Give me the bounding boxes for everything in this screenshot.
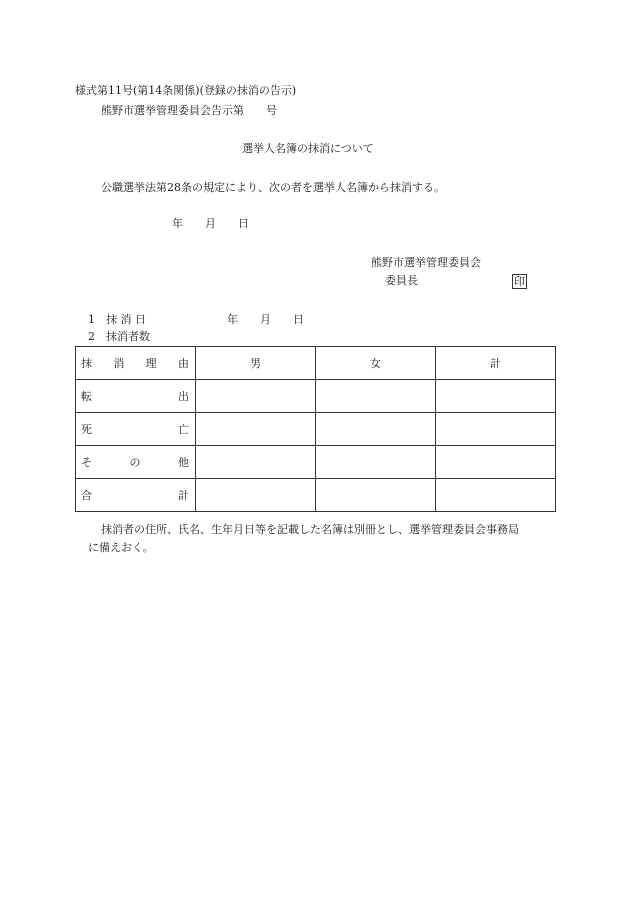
item2-number: 2 xyxy=(88,330,95,343)
cell-female xyxy=(316,446,436,479)
row-label-char: の xyxy=(129,456,141,469)
cell-total xyxy=(436,479,556,512)
cell-female xyxy=(316,479,436,512)
issuer-org: 熊野市選挙管理委員会 xyxy=(371,256,481,269)
table-row xyxy=(76,446,556,479)
removal-count-table xyxy=(75,346,556,512)
cell-female xyxy=(316,413,436,446)
cell-male xyxy=(196,446,316,479)
row-label xyxy=(76,446,196,479)
table-row xyxy=(76,479,556,512)
item1-number: 1 xyxy=(88,313,95,326)
header-female: 女 xyxy=(316,347,436,380)
row-label-char: 合 xyxy=(81,489,92,502)
seal-mark: 印 xyxy=(514,275,525,288)
row-label xyxy=(76,380,196,413)
row-label xyxy=(76,479,196,512)
header-reason-char: 消 xyxy=(113,357,125,370)
row-label-char: そ xyxy=(81,456,92,469)
footer-note-line2: に備えおく。 xyxy=(88,541,154,554)
cell-male xyxy=(196,479,316,512)
header-reason xyxy=(76,347,196,380)
header-total: 計 xyxy=(436,347,556,380)
cell-total xyxy=(436,446,556,479)
cell-male xyxy=(196,380,316,413)
issue-date: 年 月 日 xyxy=(172,217,249,230)
row-label-char: 亡 xyxy=(178,423,189,436)
document-title: 選挙人名簿の抹消について xyxy=(242,142,374,155)
footer-note-line1: 抹消者の住所、氏名、生年月日等を記載した名簿は別冊とし、選挙管理委員会事務局 xyxy=(101,523,519,536)
row-label-char: 計 xyxy=(178,489,189,502)
cell-total xyxy=(436,380,556,413)
header-reason-char: 理 xyxy=(145,357,157,370)
table-header-row xyxy=(76,347,556,380)
cell-total xyxy=(436,413,556,446)
item1-label: 抹 消 日 xyxy=(106,313,146,326)
table-row xyxy=(76,380,556,413)
row-label-char: 死 xyxy=(81,423,92,436)
item1-date: 年 月 日 xyxy=(227,313,304,326)
row-label-char: 出 xyxy=(178,390,189,403)
seal-box-wrap xyxy=(512,274,527,289)
notice-number: 熊野市選挙管理委員会告示第 号 xyxy=(101,104,277,117)
row-label-char: 他 xyxy=(178,456,189,469)
cell-female xyxy=(316,380,436,413)
row-label-char: 転 xyxy=(81,390,92,403)
form-label: 様式第11号(第14条関係)(登録の抹消の告示) xyxy=(75,84,297,97)
issuer-position: 委員長 xyxy=(385,274,418,287)
header-reason-char: 由 xyxy=(177,357,189,370)
body-text: 公職選挙法第28条の規定により、次の者を選挙人名簿から抹消する。 xyxy=(101,181,445,194)
table-row xyxy=(76,413,556,446)
header-male: 男 xyxy=(196,347,316,380)
item2-label: 抹消者数 xyxy=(106,330,150,343)
cell-male xyxy=(196,413,316,446)
row-label xyxy=(76,413,196,446)
header-reason-char: 抹 xyxy=(81,357,92,370)
